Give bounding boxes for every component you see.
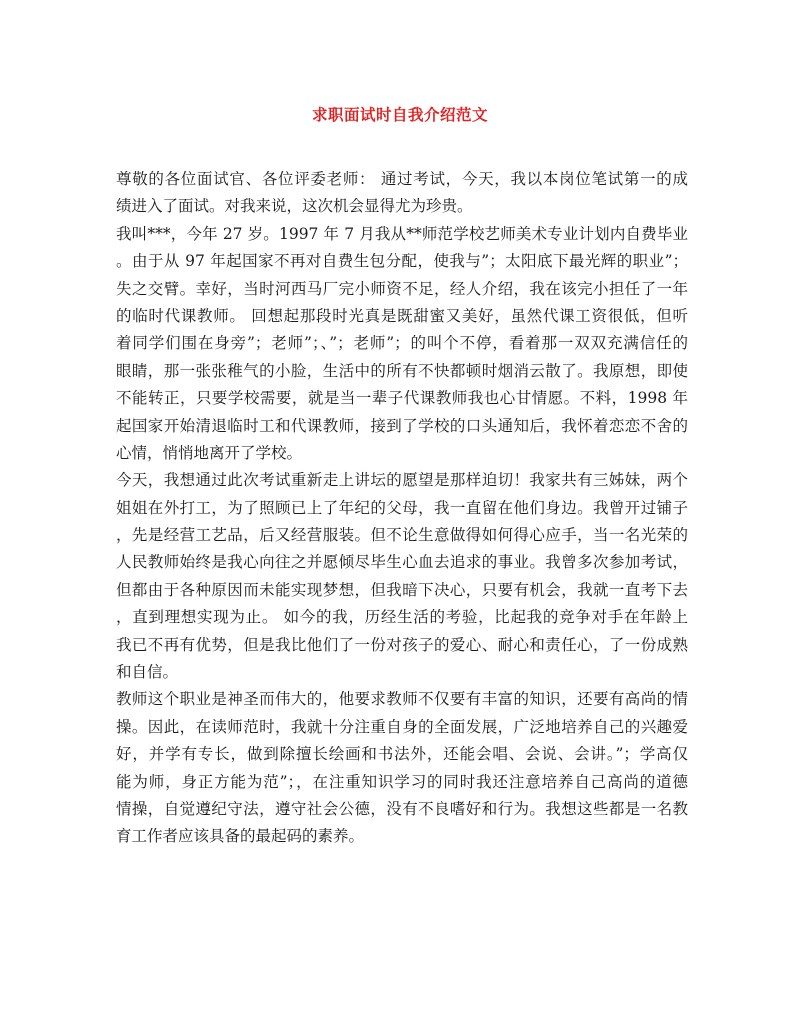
- text-line: 我叫***，今年 27 岁。1997 年 7 月我从**师范学校艺师美术专业计划内自费毕业: [116, 224, 688, 243]
- text-line: 尊敬的各位面试官、各位评委老师： 通过考试，今天，我以本岗位笔试第一的成: [116, 170, 688, 188]
- text-line: 姐姐在外打工，为了照顾已上了年纪的父母，我一直留在他们身边。我曾开过铺子: [116, 498, 688, 517]
- text-line: 不能转正，只要学校需要，就是当一辈子代课教师我也心甘情愿。不料，1998 年: [116, 389, 688, 408]
- text-line: 人民教师始终是我心向往之并愿倾尽毕生心血去追求的事业。我曾多次参加考试，: [116, 553, 688, 572]
- text-line: 眼睛，那一张张稚气的小脸，生活中的所有不快都顿时烟消云散了。我原想，即使: [116, 361, 688, 380]
- text-line: 着同学们围在身旁”；老师”；、”；老师”；的叫个不停，看着那一双双充满信任的: [116, 334, 688, 353]
- text-line: 教师这个职业是神圣而伟大的，他要求教师不仅要有丰富的知识，还要有高尚的情: [116, 690, 688, 709]
- text-line: 育工作者应该具备的最起码的素养。: [116, 827, 365, 846]
- text-line: 但都由于各种原因而未能实现梦想，但我暗下决心，只要有机会，我就一直考下去: [116, 580, 688, 599]
- text-line: 操。因此，在读师范时，我就十分注重自身的全面发展，广泛地培养自己的兴趣爱: [116, 717, 688, 736]
- text-line: ，先是经营工艺品，后又经营服装。但不论生意做得如何得心应手，当一名光荣的: [116, 526, 688, 545]
- text-line: 好，并学有专长，做到除擅长绘画和书法外，还能会唱、会说、会讲。”；学高仅: [116, 745, 688, 764]
- text-line: 能为师，身正方能为范”；，在注重知识学习的同时我还注意培养自己高尚的道德: [116, 772, 688, 791]
- text-line: 的临时代课教师。 回想起那段时光真是既甜蜜又美好，虽然代课工资很低，但听: [116, 306, 688, 325]
- text-line: 心情，悄悄地离开了学校。: [116, 443, 303, 462]
- text-line: 我已不再有优势，但是我比他们了一份对孩子的爱心、耐心和责任心，了一份成熟: [116, 635, 688, 654]
- text-line: 和自信。: [116, 663, 179, 682]
- text-line: ，直到理想实现为止。 如今的我，历经生活的考验，比起我的竞争对手在年龄上: [116, 608, 688, 627]
- document-body: [116, 166, 688, 851]
- text-line: 起国家开始清退临时工和代课教师，接到了学校的口头通知后，我怀着恋恋不舍的: [116, 416, 688, 435]
- text-line: 情操，自觉遵纪守法，遵守社会公德，没有不良嗜好和行为。我想这些都是一名教: [116, 799, 688, 818]
- text-line: 失之交臂。幸好，当时河西马厂完小师资不足，经人介绍，我在该完小担任了一年: [116, 279, 688, 298]
- document-title: 求职面试时自我介绍范文: [311, 105, 488, 124]
- text-line: 绩进入了面试。对我来说，这次机会显得尤为珍贵。: [116, 197, 473, 216]
- text-line: 今天，我想通过此次考试重新走上讲坛的愿望是那样迫切！我家共有三姊妹，两个: [116, 471, 688, 490]
- text-line: 。由于从 97 年起国家不再对自费生包分配，使我与”；太阳底下最光辉的职业”；: [116, 252, 688, 271]
